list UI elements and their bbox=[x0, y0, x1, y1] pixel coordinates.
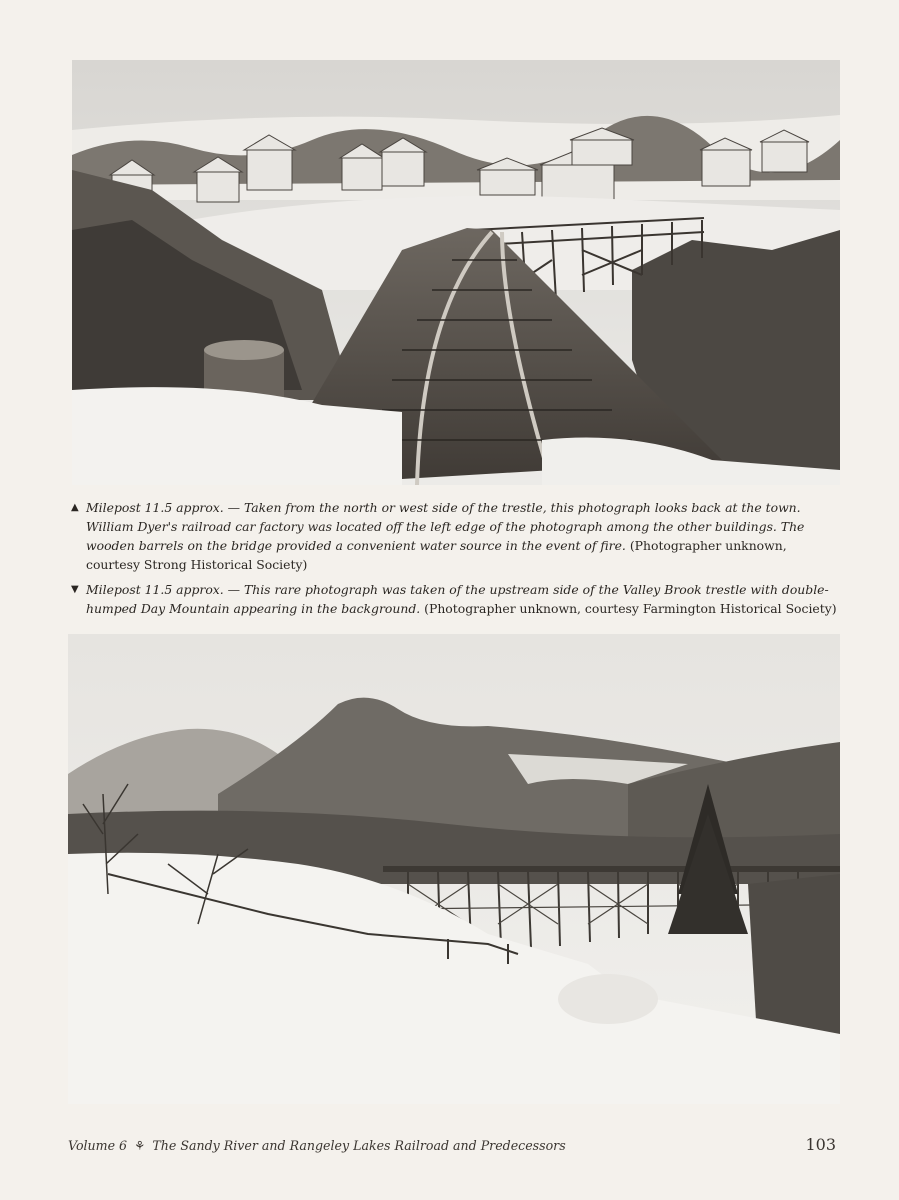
caption-bottom bbox=[72, 580, 842, 618]
caption-bottom-credit: (Photographer unknown, courtesy Farmington Historical Society) bbox=[424, 601, 837, 616]
page-number: 103 bbox=[805, 1135, 836, 1154]
caption-top bbox=[72, 498, 842, 574]
caption-bottom-description: Milepost 11.5 approx. — This rare photograph was taken of the upstream side of the Valley Brook trestle with double-humped Day Mountain appearing in the background. bbox=[86, 582, 829, 616]
valley-brook-trestle-photo bbox=[68, 634, 840, 1104]
volume-label: Volume 6 bbox=[68, 1138, 128, 1153]
up-arrow-icon: ▲ bbox=[71, 502, 79, 513]
trestle-town-photo bbox=[72, 60, 840, 485]
caption-top-credit: (Photographer unknown, courtesy Strong Historical Society) bbox=[86, 538, 787, 572]
book-title: The Sandy River and Rangeley Lakes Railroad and Predecessors bbox=[152, 1138, 566, 1153]
flower-ornament-icon: ⚘ bbox=[134, 1138, 146, 1153]
down-arrow-icon: ▼ bbox=[71, 584, 79, 595]
caption-top-description: Milepost 11.5 approx. — Taken from the north or west side of the trestle, this photograph looks back at the town. William Dyer's railroad car factory was located off the left edge of the photograph among the other buildings. The wooden barrels on the bridge provided a convenient water source in the event of fire. bbox=[86, 500, 805, 553]
page-footer bbox=[68, 1135, 838, 1154]
